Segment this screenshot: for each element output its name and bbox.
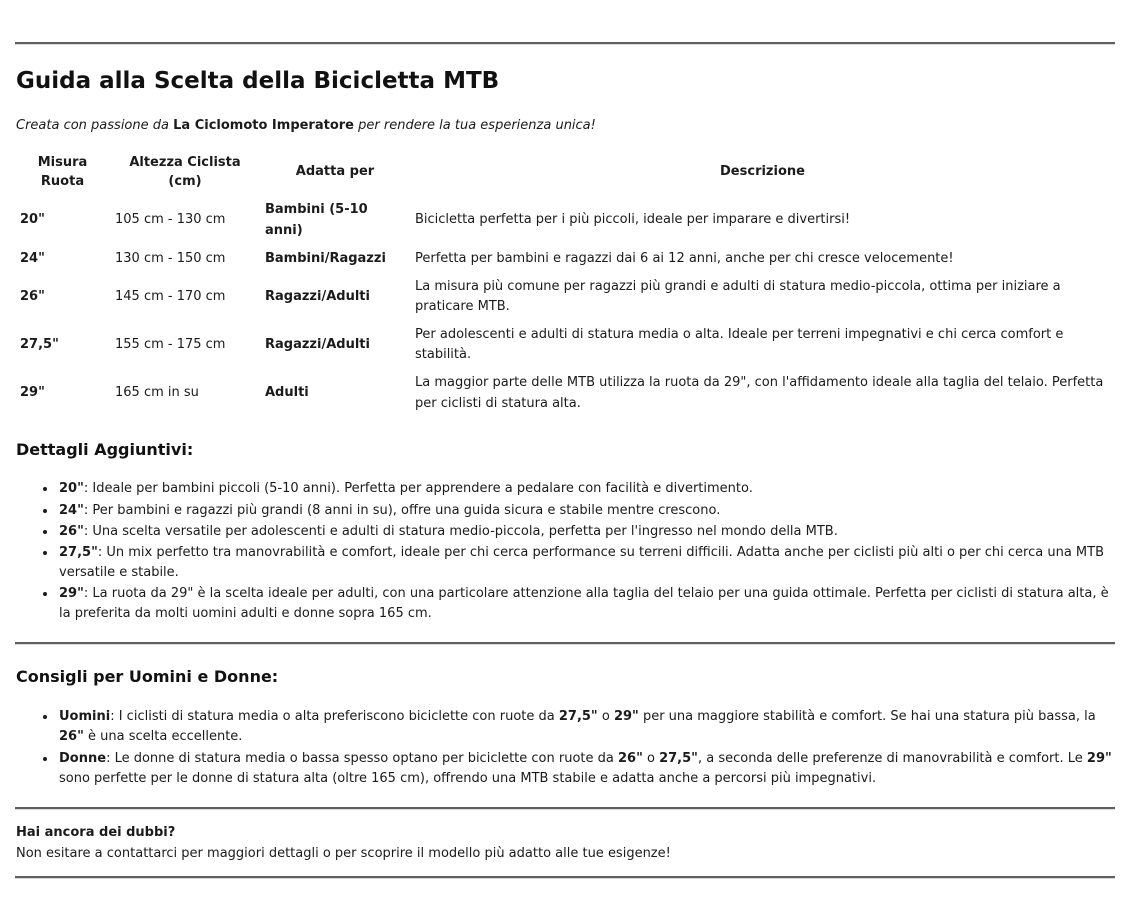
item-label: Donne [59,750,107,766]
column-header: Altezza Ciclista (cm) [129,154,241,189]
table-header [15,152,1115,197]
cell-misura-ruota: 24" [20,250,45,266]
divider-bottom [15,876,1115,879]
dettagli-item: • 27,5": Un mix perfetto tra manovrabilità e comfort, ideale per chi cerca performance su terreni difficili. Adatta anche per ciclisti più alti o per chi cerca una MTB versatile e stabile. [57,543,1115,583]
text-segment: è una scelta eccellente. [83,729,243,745]
cell-descrizione: Bicicletta perfetta per i più piccoli, ideale per imparare e divertirsi! [415,212,851,228]
text-segment: I ciclisti di statura media o alta preferiscono biciclette con ruote da [118,709,559,725]
table-row [15,245,1115,273]
dettagli-item: • 29": La ruota da 29" è la scelta ideale per adulti, con una particolare attenzione alla taglia del telaio per una guida ottimale. Perfetta per ciclisti di statura alta, è la preferita da molti uomini adulti e donne sopra 165 cm. [57,584,1115,624]
table-row [15,369,1115,417]
text-segment: per una maggiore stabilità e comfort. Se hai una statura più bassa, la [638,709,1096,725]
divider-footer [15,807,1115,810]
column-header: Descrizione [720,164,805,180]
footer-question: Hai ancora dei dubbi? [16,824,176,840]
cell-adatta-per: Bambini (5-10 anni) [265,202,368,238]
cell-altezza-ciclista: 105 cm - 130 cm [115,212,226,228]
column-header: Adatta per [295,164,375,180]
cell-descrizione: Perfetta per bambini e ragazzi dai 6 ai 12 anni, anche per chi cresce velocemente! [415,250,954,266]
text-segment: La Ciclomoto Imperatore [173,117,354,133]
cell-descrizione: La maggior parte delle MTB utilizza la ruota da 29", con l'affidamento ideale alla taglia del telaio. Perfetta per ciclisti di statura alta. [415,375,1104,411]
divider-top [15,42,1115,45]
consigli-item: • Donne: Le donne di statura media o bassa spesso optano per biciclette con ruote da 26" o 27,5", a seconda delle preferenze di manovrabilità e comfort. Le 29" sono perfette per le donne di statura alta (oltre 165 cm), offrendo una MTB stabile e adatta anche a percorsi più impegnativi. [57,749,1115,789]
dettagli-list [15,479,1115,624]
column-header: Misura Ruota [37,154,88,189]
cell-altezza-ciclista: 155 cm - 175 cm [115,337,226,353]
cell-descrizione: La misura più comune per ragazzi più grandi e adulti di statura medio-piccola, ottima per iniziare a praticare MTB. [415,278,1061,314]
cell-misura-ruota: 29" [20,385,45,401]
item-label: 27,5" [59,544,98,560]
cell-adatta-per: Bambini/Ragazzi [265,250,386,266]
table-row [15,321,1115,369]
text-segment: 26" [59,729,84,745]
table-body [15,196,1115,417]
section-heading-consigli: Consigli per Uomini e Donne: [16,667,279,687]
divider-consigli [15,642,1115,645]
text-segment: 26" [618,750,643,766]
text-segment: per rendere la tua esperienza unica! [354,117,596,133]
text-segment: Creata con passione da [16,117,174,133]
consigli-item: • Uomini: I ciclisti di statura media o alta preferiscono biciclette con ruote da 27,5" o 29" per una maggiore stabilità e comfort. Se hai una statura più bassa, la 26" è una scelta eccellente. [57,707,1115,747]
text-segment: sono perfette per le donne di statura alta (oltre 165 cm), offrendo una MTB stabile e adatta anche a percorsi più impegnativi. [59,770,877,786]
page-title: Guida alla Scelta della Bicicletta MTB [16,68,500,94]
wheel-size-table [15,152,1115,418]
item-label: 26" [59,523,84,539]
cell-adatta-per: Ragazzi/Adulti [265,288,370,304]
dettagli-item: • 26": Una scelta versatile per adolescenti e adulti di statura medio-piccola, perfetta per l'ingresso nel mondo della MTB. [57,522,1115,542]
text-segment: Le donne di statura media o bassa spesso optano per biciclette con ruote da [114,750,618,766]
item-label: 29" [59,586,84,602]
dettagli-item: • 20": Ideale per bambini piccoli (5-10 anni). Perfetta per apprendere a pedalare con facilità e divertimento. [57,479,1115,499]
text-segment: 27,5" [558,709,598,725]
item-label: 24" [59,502,84,518]
item-label: 20" [59,481,84,497]
cell-adatta-per: Ragazzi/Adulti [265,337,370,353]
footer-block [15,823,1115,864]
dettagli-item: • 24": Per bambini e ragazzi più grandi (8 anni in su), offre una guida sicura e stabile mentre crescono. [57,501,1115,521]
text-segment: , a seconda delle preferenze di manovrabilità e comfort. Le [697,750,1087,766]
table-header-row [15,152,1115,197]
table-row [15,273,1115,321]
text-segment: 29" [613,709,639,725]
consigli-list [15,707,1115,789]
cell-adatta-per: Adulti [265,385,309,401]
text-segment: o [597,709,614,725]
section-heading-dettagli: Dettagli Aggiuntivi: [16,439,194,459]
cell-descrizione: Per adolescenti e adulti di statura media o alta. Ideale per terreni impegnativi e chi cerca comfort e stabilità. [415,327,1064,363]
cell-altezza-ciclista: 165 cm in su [115,385,199,401]
table-row [15,196,1115,244]
cell-altezza-ciclista: 130 cm - 150 cm [115,250,226,266]
cell-altezza-ciclista: 145 cm - 170 cm [115,288,226,304]
cell-misura-ruota: 27,5" [20,337,59,353]
cell-misura-ruota: 26" [20,288,45,304]
item-label: Uomini [59,709,111,725]
footer-text: Non esitare a contattarci per maggiori dettagli o per scoprire il modello più adatto alle tue esigenze! [16,845,671,861]
text-segment: o [642,750,660,766]
text-segment: 29" [1086,750,1112,766]
text-segment: 27,5" [659,750,698,766]
subtitle [16,116,1115,136]
cell-misura-ruota: 20" [20,212,45,228]
